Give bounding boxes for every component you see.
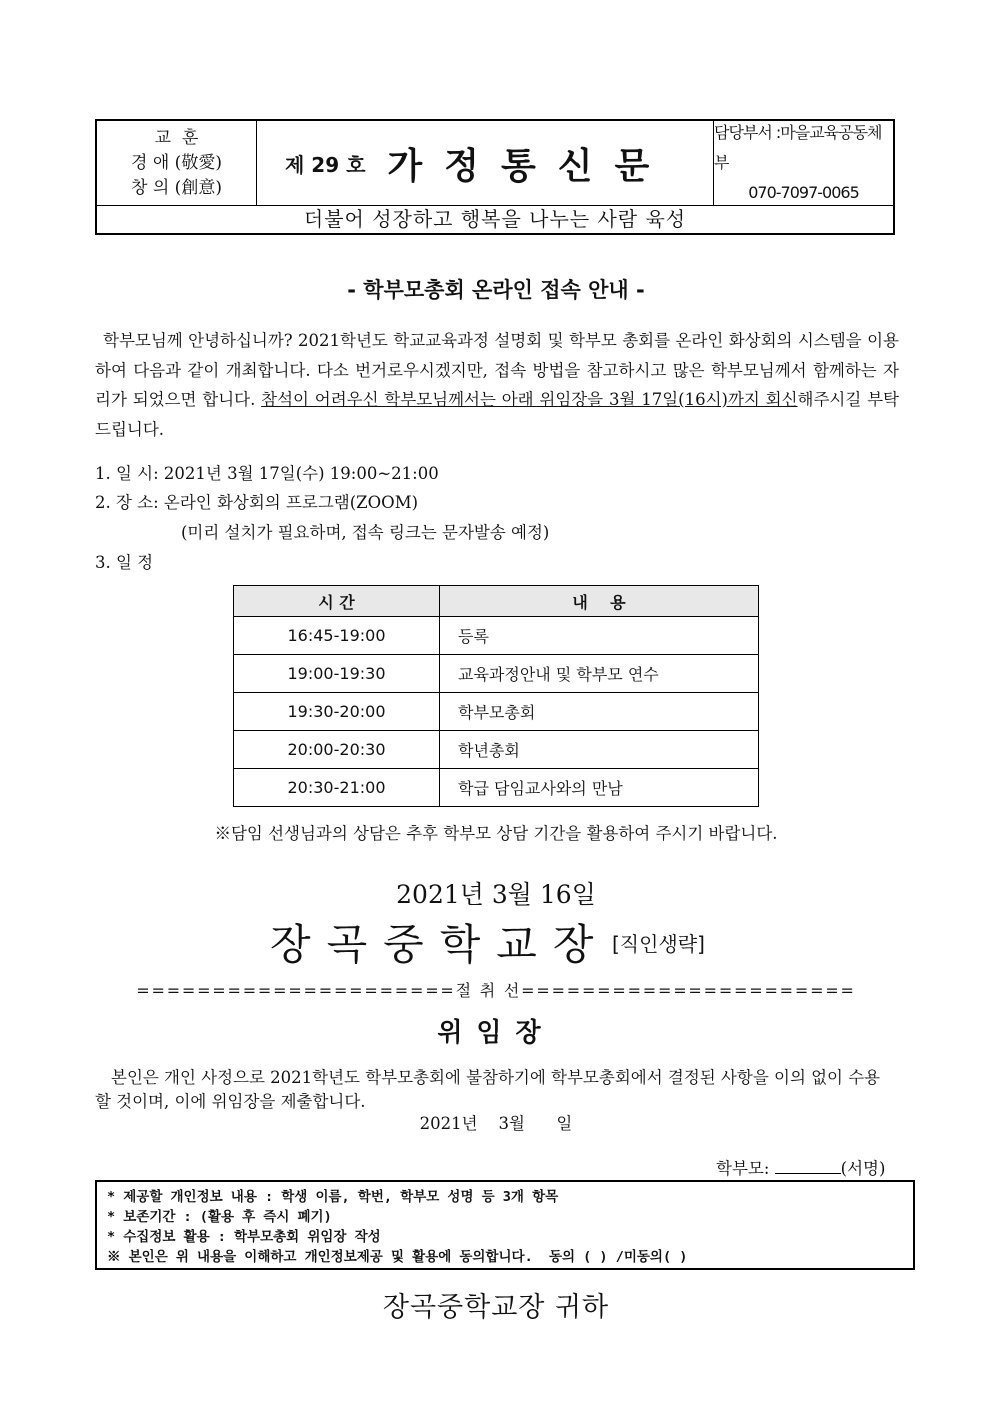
motto-line-2: 창 의 (創意) — [131, 177, 222, 198]
sign-label: 학부모: — [716, 1159, 770, 1178]
row-time: 20:00-20:30 — [234, 731, 440, 769]
issue-number: 제 29 호 — [285, 152, 366, 177]
newsletter-title-block — [257, 121, 713, 205]
table-row — [234, 693, 759, 731]
counseling-note: ※담임 선생님과의 상담은 추후 학부모 상담 기간을 활용하여 주시기 바랍니다. — [214, 824, 778, 843]
motto-label: 교 훈 — [154, 127, 199, 148]
newsletter-header — [95, 119, 895, 235]
proxy-title: 위임장 — [437, 1018, 555, 1048]
row-content: 학년총회 — [440, 731, 759, 769]
department: 담당부서 :마을교육공동체부 — [714, 123, 882, 172]
intro-text: 학부모님께 안녕하십니까? 2021학년도 학교교육과정 설명회 및 학부모 총회를 온라인 화상회의 시스템을 이용하여 다음과 같이 개최합니다. 다소 번거로우시겠지만, 접속 방법을 참고하시고 많은 학부모님께서 함께하는 자리가 되었으면 합니다. — [95, 331, 899, 409]
table-header-row — [234, 586, 759, 617]
intro-paragraph — [95, 326, 899, 444]
table-row — [234, 655, 759, 693]
item-date: 1. 일 시: 2021년 3월 17일(수) 19:00~21:00 — [95, 464, 439, 483]
school-slogan: 더불어 성장하고 행복을 나누는 사람 육성 — [97, 205, 893, 233]
item-place: 2. 장 소: 온라인 화상회의 프로그램(ZOOM) — [95, 493, 419, 512]
row-time: 19:30-20:00 — [234, 693, 440, 731]
item-place-note: (미리 설치가 필요하며, 접속 링크는 문자발송 예정) — [181, 523, 550, 542]
signature-line[interactable] — [775, 1157, 841, 1174]
table-row — [234, 769, 759, 807]
row-content: 교육과정안내 및 학부모 연수 — [440, 655, 759, 693]
principal-name: 장곡중학교장 — [270, 920, 610, 969]
seal-omitted: [직인생략] — [612, 932, 705, 956]
contact-block — [713, 121, 893, 205]
motto-line-1: 경 애 (敬愛) — [131, 152, 222, 173]
proxy-body: 본인은 개인 사정으로 2021학년도 학부모총회에 불참하기에 학부모총회에서 결정된 사항을 이의 없이 수용할 것이며, 이에 위임장을 제출합니다. — [95, 1068, 881, 1111]
consent-line: * 제공할 개인정보 내용 : 학생 이름, 학번, 학부모 성명 등 3개 항목 — [107, 1189, 559, 1205]
table-row — [234, 731, 759, 769]
item-schedule: 3. 일 정 — [95, 553, 154, 572]
row-time: 19:00-19:30 — [234, 655, 440, 693]
consent-line: ※ 본인은 위 내용을 이해하고 개인정보제공 및 활용에 동의합니다. 동의 ( ) /미동의( ) — [107, 1249, 688, 1265]
privacy-consent-box — [95, 1180, 915, 1270]
consent-line: * 수집정보 활용 : 학부모총회 위임장 작성 — [107, 1229, 381, 1245]
consent-line: * 보존기간 : (활용 후 즉시 폐기) — [107, 1209, 332, 1225]
issue-date: 2021년 3월 16일 — [396, 880, 596, 909]
phone-number: 070-7097-0065 — [748, 183, 859, 202]
row-content: 등록 — [440, 617, 759, 655]
table-row — [234, 617, 759, 655]
sign-suffix: (서명) — [840, 1159, 886, 1178]
row-content: 학급 담임교사와의 만남 — [440, 769, 759, 807]
row-time: 20:30-21:00 — [234, 769, 440, 807]
column-header-content: 내 용 — [440, 586, 759, 617]
parent-signature — [716, 1155, 885, 1179]
newsletter-title: 가정통신문 — [387, 144, 672, 187]
cut-line: =====================절 취 선====================== — [136, 981, 856, 1000]
row-content: 학부모총회 — [440, 693, 759, 731]
school-motto — [97, 121, 257, 205]
addressee: 장곡중학교장 귀하 — [382, 1292, 610, 1323]
schedule-table — [233, 585, 759, 807]
intro-underlined: 참석이 어려우신 학부모님께서는 아래 위임장을 3월 17일(16시)까지 회신 — [261, 390, 798, 409]
row-time: 16:45-19:00 — [234, 617, 440, 655]
proxy-date: 2021년 3월 일 — [419, 1114, 573, 1133]
section-title: - 학부모총회 온라인 접속 안내 - — [347, 278, 645, 302]
column-header-time: 시 간 — [234, 586, 440, 617]
intro-tail: 해주시길 부탁드립니다. — [95, 390, 899, 439]
